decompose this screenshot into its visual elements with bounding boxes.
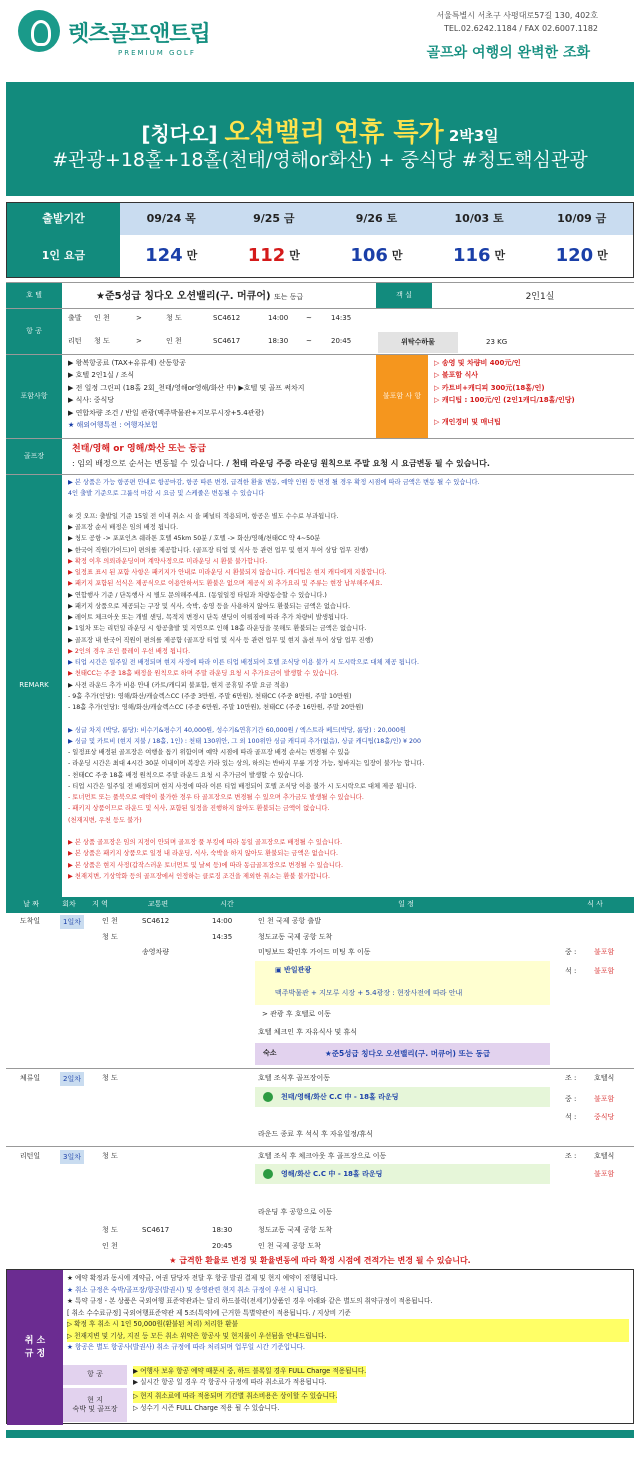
divider — [6, 1068, 634, 1069]
note-line: - 패키지 상품이므로 라운드 및 식사, 포함된 일정을 진행하지 않아도 환불되는 금액이 없습니다. — [68, 805, 330, 813]
col-region: 지 역 — [92, 900, 108, 909]
ret-tilde: ~ — [306, 337, 312, 345]
note-line: ▶ 일정표 표시 된 포함 사항은 패키지가 안내로 미라운딩 시 환불되지 않습니다. 캐디팁은 현지 캐디에게 지불합니다. — [68, 569, 387, 576]
note-line: ★ 항공은 별도 항공사(발권사) 취소 규정에 따라 처리되며 업무일 시간 기준입니다. — [67, 1343, 305, 1352]
slogan: 골프와 여행의 완벽한 조화 — [426, 45, 590, 61]
note-line: ▷ 천재지변 및 기상, 지진 등 모든 취소 위약은 항공사 및 현지룰이 우선됨을 안내드립니다. — [67, 1331, 629, 1343]
schedule-line: 호텔 조식 후 체크아웃 후 골프장으로 이동 — [258, 1152, 387, 1160]
flight: SC4612 — [142, 917, 170, 925]
note-line: ▶ 2인의 경우 조인 플레이 우선 배정 됩니다. — [68, 647, 191, 655]
note-line: ★ 예약 확정과 동시에 계약금, 여권 담당자 전달 후 항공 발권 결제 및 현지 예약이 진행됩니다. — [67, 1274, 338, 1282]
tour-box — [255, 961, 550, 1005]
cancel-label: 취 소 규 정 — [7, 1270, 63, 1425]
note-line: ※ 것 오프: 출발일 기준 15일 전 이내 취소 시 을 페널티 적용되며, 항공은 별도 수수료 부과됩니다. — [68, 512, 339, 520]
header — [0, 0, 640, 76]
col-day: 회차 — [62, 900, 76, 909]
date-cell: 09/24 목 — [146, 211, 196, 225]
include-item: ▶ 왕복항공료 (TAX+유류세) 산동항공 — [68, 359, 186, 367]
footer-bar — [6, 1430, 634, 1438]
schedule-line: 미팅보드 확인후 가이드 미팅 후 이동 — [258, 948, 371, 956]
schedule-line: 청도교동 국제 공항 도착 — [258, 933, 333, 941]
meal-label: 중 : — [565, 1095, 577, 1103]
region: 청 도 — [102, 1152, 118, 1160]
note-line: - 토너먼트 또는 풀북으로 예약이 불가한 경우 타 골프장으로 변경될 수 있으며 추가금도 발생될 수 있습니다. — [68, 794, 364, 801]
meal-label: 조 : — [565, 1074, 577, 1082]
note-line: - 티업 시간은 일주일 전 배정되며 현지 사정에 따라 이른 티업 배정되어 호텔 조식당 이용 불가 시 도시락으로 대체 제공 됩니다. — [68, 782, 417, 790]
include-list — [68, 359, 368, 431]
itinerary-header — [6, 897, 634, 913]
include-item: ★ 해외여행특전 : 여행자보험 — [68, 421, 158, 430]
hotel-name: ★준5성급 칭다오 오션밸리(구. 머큐어) 또는 동급 — [96, 291, 304, 302]
price-cell: 116 만 — [452, 244, 506, 266]
out-type: 출발 — [68, 314, 82, 322]
schedule-line: 호텔 체크인 후 자유식사 및 휴식 — [258, 1028, 358, 1036]
brand-name: 렛츠골프앤트립 — [68, 22, 210, 47]
col-transport: 교통편 — [147, 900, 169, 909]
banner-subtitle: #관광+18홀+18홀(천태/영해or화산) + 중식당 #청도핵심관광 — [52, 149, 588, 171]
out-arr-time: 14:35 — [331, 314, 352, 322]
day-tag: 3일차 — [60, 1150, 84, 1164]
meal-label: 석 : — [565, 967, 577, 975]
include-label: 포함사항 — [6, 355, 62, 438]
cancel-air-list — [133, 1366, 366, 1387]
note-line: [ 취소 수수료규정] 국외여행표준약관 제 5조(특약)에 근거한 특별약관이 적용됩니다. / 지상비 기준 — [67, 1308, 351, 1317]
price-cell: 112 만 — [247, 244, 300, 266]
region: 청 도 — [102, 1226, 118, 1234]
golf-flag-icon — [263, 1169, 273, 1179]
date-cell: 10/03 토 — [454, 211, 504, 225]
title-banner — [6, 82, 634, 196]
time: 18:30 — [212, 1226, 233, 1234]
note-line — [68, 501, 630, 511]
ret-flight: SC4617 — [213, 337, 241, 345]
day-date: 도착일 — [19, 917, 41, 925]
note-line: ▶ 천재지변, 기상악화 등의 골프장에서 인정하는 클로징 조건을 제외한 취소는 환불 불가합니다. — [68, 872, 331, 880]
out-tilde: ~ — [306, 314, 312, 322]
note-line: ▶ 레이트 체크아웃 또는 개별 샌딩, 목적지 변경시 단독 샌딩이 이뤄짐에 따라 추가 차량비 발생됩니다. — [68, 614, 349, 621]
col-time: 시간 — [220, 900, 234, 909]
region: 인 천 — [102, 1242, 118, 1250]
note-line: ★ 특약 규정 - 본 상품은 국외여행 표준약관과는 달리 하드블럭(전세기)상품인 경우 아래와 같은 별도의 취약규정이 적용됩니다. — [67, 1297, 433, 1306]
time: 20:45 — [212, 1242, 233, 1250]
ret-arrow: > — [136, 337, 142, 345]
cancel-air-label: 항 공 — [63, 1365, 127, 1385]
include-item: ▶ 연합차량 조건 / 반일 관광(맥주박물관+지모루시장+5.4관광) — [68, 408, 264, 417]
ret-arr-time: 20:45 — [331, 337, 352, 345]
meal-value: 호텔식 — [594, 1152, 615, 1160]
ret-to: 인 천 — [166, 337, 182, 345]
exclude-item: ▷ 송영 및 차량비 400元/인 — [434, 359, 521, 367]
note-line: ▶ 패키지 포함된 석식은 제공식으로 이용안하셔도 환불은 없으며 제공식 외 추가요리 및 주류는 현장 납부해주세요. — [68, 580, 383, 588]
note-line: ▶ 본 상품은 가능 항공편 안내로 항공마감, 항공 따른 변경, 급격한 환율 변동, 예약 인원 등 변경 될 경우 확정 시점에 따라 금액은 변동 될 수 있습니다. — [68, 479, 480, 486]
schedule-line: 호텔 조식후 골프장이동 — [258, 1074, 331, 1082]
note-line: ★ 취소 규정은 숙박/골프장/항공(발권시) 및 송영관련 현지 취소 규정이 우선 시 됩니다. — [67, 1285, 318, 1294]
ret-from: 청 도 — [94, 337, 110, 345]
cancel-air-item: ▶ 여행사 보유 항공 예약 때문시 중, 하드 블록일 경우 FULL Charge 적용됩니다. — [133, 1367, 367, 1375]
out-flight: SC4612 — [213, 314, 241, 322]
exchange-note: ★ 급격한 환율로 변경 및 환율변동에 따라 확정 시점에 견적가는 변경 될 수 있습니다. — [169, 1256, 471, 1265]
hotel-row — [6, 282, 634, 308]
out-arrow: > — [136, 314, 142, 322]
stay-hotel: ★준5성급 칭다오 오션밸리(구. 머큐어) 또는 동급 — [325, 1049, 491, 1058]
note-line: ▶ 연합행사 기준 / 단독행사 시 별도 문의해주세요. (동일일정 타팀과 차량동승할 수 있습니다.) — [68, 591, 327, 599]
room-type: 2인1실 — [525, 292, 555, 302]
note-line: - 18홀 추가(인당): 영해/화산/캐슬렉스CC (주중 6만원, 주말 10만원), 천태CC (주중 16만원, 주말 20만원) — [68, 704, 364, 711]
note-line: 4인 출발 기준으로 그룹석 마감 시 요금 및 스케줄은 변동될 수 있습니다 — [68, 490, 265, 498]
baggage-value: 23 KG — [486, 338, 508, 346]
stay-label: 숙소 — [263, 1049, 277, 1057]
note-line: ▶ 패키지 상품으로 제공되는 구장 및 식사, 숙박, 송영 등을 사용하지 않아도 환불되는 금액은 없습니다. — [68, 602, 351, 610]
time: 14:00 — [212, 917, 233, 925]
schedule-line: 라운드 종료 후 석식 후 자유일정/휴식 — [258, 1130, 373, 1138]
note-line: - 9홀 추가(인당): 영해/화산/캐슬렉스CC (주중 3만원, 주말 6만원), 천태CC (주중 8만원, 주말 10만원) — [68, 692, 352, 700]
note-line: ▶ 골프장 순서 배정은 임의 배정 됩니다. — [68, 524, 179, 531]
cancel-land-list — [133, 1391, 337, 1415]
schedule-line: 인 천 국제 공항 출발 — [258, 917, 321, 925]
baggage-label: 위탁수하물 — [378, 332, 458, 353]
exclude-label: 불포함 사 항 — [376, 355, 428, 438]
date-cell: 10/09 금 — [557, 211, 607, 225]
meal-value: 불포함 — [594, 1095, 615, 1103]
meal-value: 불포함 — [594, 1170, 615, 1178]
schedule-line: > 관광 후 호텔로 이동 — [262, 1010, 331, 1018]
note-line: ▶ 한국어 직원(가이드)이 편의를 제공합니다. (골프장 티업 및 식사 등 관련 업무 및 현지 투어 상담 업무 진행) — [68, 546, 369, 554]
include-item: ▶ 식사: 중식당 — [68, 396, 115, 405]
golf-row — [6, 438, 634, 474]
region: 청 도 — [102, 933, 118, 941]
air-label: 항 공 — [6, 309, 62, 354]
cancel-list — [67, 1273, 629, 1354]
remark-row — [6, 474, 634, 897]
address: 서울특별시 서초구 사평대로57길 130, 402호 — [436, 11, 598, 20]
out-dep-time: 14:00 — [268, 314, 289, 322]
room-label: 객 실 — [376, 283, 432, 308]
schedule-line: 인 천 국제 공항 도착 — [258, 1242, 321, 1250]
meal-value: 불포함 — [594, 967, 615, 975]
divider — [6, 1146, 634, 1147]
note-line: ▶ 본 상품 골프장은 임의 지정이 안되며 골프장 풀 부킹에 따라 동일 골프장으로 배정될 수 있습니다. — [68, 839, 343, 846]
golf-courses: 천태/영해 or 영해/화산 또는 동급 — [72, 444, 207, 454]
note-line: - 라운딩 시간은 최대 4시간 30분 이내이며 복장은 카라 있는 상의, 하의는 반바지 무릎 기장 가능, 청바지는 입장이 불가능 합니다. — [68, 760, 425, 768]
price-table — [6, 202, 634, 278]
meal-label: 중 : — [565, 948, 577, 956]
meal-label: 조 : — [565, 1152, 577, 1160]
col-meal: 식 사 — [587, 900, 603, 909]
note-line: - 일정표상 배정된 골프장은 여행을 돕기 위함이며 예약 시점에 따라 골프장 배정 순서는 변경될 수 있음 — [68, 749, 350, 756]
meal-value: 불포함 — [594, 948, 615, 956]
note-line — [68, 714, 630, 724]
golf-round-box: 천태/영해/화산 C.C 中 - 18홀 라운딩 — [255, 1087, 550, 1107]
fee-label: 1인 요금 — [7, 235, 120, 277]
contact-info — [436, 10, 598, 36]
ret-type: 리턴 — [68, 337, 82, 345]
brand-subtitle: PREMIUM GOLF — [118, 49, 196, 57]
meal-label: 석 : — [565, 1113, 577, 1121]
exclude-item: ▷ 개인경비 및 매너팁 — [434, 417, 501, 426]
date-cell: 9/25 금 — [253, 211, 295, 225]
note-line: ▶ 1일차 또는 리턴일 라운딩 시 항공출발 및 지연으로 인해 18홀 라운딩을 못해도 환불되는 금액은 없습니다. — [68, 625, 367, 633]
cancel-land-item: ▷ 성수기 시즌 FULL Charge 적용 될 수 있습니다. — [133, 1403, 280, 1412]
note-line: ▶ 본 상품은 패키지 상품으로 일정 내 라운딩, 식사, 숙박을 하지 않아도 환불되는 금액은 없습니다. — [68, 850, 339, 858]
day-tag: 2일차 — [60, 1072, 84, 1086]
cancel-air-item: ▶ 실시간 항공 일 경우 각 항공사 규정에 따라 취소료가 적용됩니다. — [133, 1377, 327, 1386]
include-item: ▶ 전 일정 그린피 (18홀 2회_천태/영해or영해/화산 中) ▶호텔 및 골프 써차지 — [68, 383, 305, 392]
note-line: - 천태CC 주중 18홀 배정 원칙으로 주말 라운드 요청 시 추가금이 발생할 수 있습니다. — [68, 771, 304, 779]
exclude-item: ▷ 캐디팁 : 100元/인 (2인1캐디/18홀/인당) — [434, 396, 575, 405]
col-date: 날 짜 — [23, 900, 39, 909]
out-to: 청 도 — [166, 314, 182, 322]
tel-fax: TEL.02.6242.1184 / FAX 02.6007.1182 — [443, 23, 598, 33]
stay-box — [255, 1043, 550, 1065]
include-item: ▶ 호텔 2인1실 / 조식 — [68, 371, 135, 380]
golf-label: 골프장 — [6, 439, 62, 474]
note-line: ▶ 싱글 차지 (박당, 룸당): 비수기&평수기 40,000원, 성수기&연휴기간 60,000원 / 엑스트라 베드(박당, 룸당) : 20,000원 — [68, 726, 406, 734]
ret-dep-time: 18:30 — [268, 337, 289, 345]
exclude-list — [434, 359, 634, 427]
note-line — [68, 827, 630, 837]
tour-title: ▣ 반일관광 — [275, 966, 312, 974]
remark-list — [68, 478, 630, 883]
note-line: ▶ 골프장 내 한국어 직원이 편의를 제공함 (골프장 티업 및 식사 등 관련 업무 및 현지 옵션 투어 상담 업무 진행) — [68, 636, 374, 644]
note-line: ▶ 싱글 및 카트비 (현지 지불 / 18홀, 1인) : 천태 130위안, 그 외 100위안 싱글 캐디피 추가(없음), 싱글 캐디팁(18홀/인) ¥ 200 — [68, 737, 422, 745]
date-cell: 9/26 토 — [355, 211, 398, 225]
note-line: (천재지변, 우천 등도 불가) — [68, 816, 142, 824]
golf-round-box: 영해/화산 C.C 中 - 18홀 라운딩 — [255, 1164, 550, 1184]
price-cell: 120 만 — [555, 244, 608, 266]
hotel-label: 호 텔 — [6, 283, 62, 308]
transport: 송영차량 — [142, 948, 170, 956]
include-row — [6, 354, 634, 438]
remark-label: REMARK — [6, 475, 62, 897]
meal-value: 중식당 — [594, 1113, 615, 1121]
schedule-line: 청도교동 국제 공항 도착 — [258, 1226, 333, 1234]
out-from: 인 천 — [94, 314, 110, 322]
golf-logo-icon — [18, 10, 60, 52]
cancel-land-label: 현 지 숙박 및 골프장 — [63, 1388, 127, 1422]
schedule-line: 라운딩 후 공항으로 이동 — [258, 1208, 333, 1216]
note-line: ▷ 확정 후 취소 시 1인 50,000원(환불된 처리) 처리한 환불 — [67, 1319, 629, 1331]
note-line: ▶ 청도 공항 -> 포포인츠 쉐라톤 호텔 45km 50분 / 호텔 -> 화산/영해/천태CC 약 4~50분 — [68, 535, 321, 543]
col-schedule: 일 정 — [398, 900, 414, 909]
golf-note: : 임의 배정으로 순서는 변동될 수 있습니다. / 천태 라운딩 주중 라운딩 원칙으로 주말 요청 시 요금변동 될 수 있습니다. — [72, 459, 490, 468]
price-cell: 106 만 — [350, 244, 403, 266]
price-cell: 124 만 — [145, 244, 198, 266]
flight: SC4617 — [142, 1226, 170, 1234]
exclude-item: ▷ 불포함 식사 — [434, 371, 479, 380]
banner-title: [칭다오] 오션밸리 연휴 특가 2박3일 — [141, 118, 499, 148]
cancel-policy — [6, 1269, 634, 1424]
cancel-land-item: ▷ 현지 취소료에 따라 적용되며 기간별 취소비용은 상이할 수 있습니다. — [133, 1391, 337, 1403]
note-line: ▶ 티업 시간은 일주일 전 배정되며 현지 사정에 따라 이른 티업 배정되어 호텔 조식당 이용 불가 시 도시락으로 대체 제공 됩니다. — [68, 659, 420, 666]
region: 인 천 — [102, 917, 118, 925]
air-row — [6, 308, 634, 354]
time: 14:35 — [212, 933, 233, 941]
region: 청 도 — [102, 1074, 118, 1082]
day-date: 체류일 — [19, 1074, 41, 1082]
note-line: ▶ 사전 라운드 추가 비용 안내 (카트/캐디피 불포함, 현지 공휴일 주말 요금 적용) — [68, 681, 289, 689]
note-line: ▶ 확정 이후 의뢰라운딩이며 계약사정으로 미라운딩 시 환불 불가합니다. — [68, 557, 268, 565]
tour-detail: 맥주박물관 + 지모루 시장 + 5.4광장 : 현장사전에 따라 안내 — [275, 989, 463, 997]
exclude-item: ▷ 카트비+캐디피 300元(18홀/인) — [434, 383, 545, 392]
golf-flag-icon — [263, 1092, 273, 1102]
day-date: 리턴일 — [19, 1152, 41, 1160]
departure-label: 출발기간 — [7, 203, 120, 235]
meal-value: 호텔식 — [594, 1074, 615, 1082]
note-line: ▶ 천태CC는 주중 18홀 배정을 원칙으로 하며 주말 라운딩 요청 시 추가요금이 발생할 수 있습니다. — [68, 670, 339, 678]
note-line: ▶ 본 상품은 현지 사정(갑작스러운 토너먼트 및 날씨 등)에 따라 동급골프장으로 변경될 수 있습니다. — [68, 861, 344, 869]
day-tag: 1일차 — [60, 915, 84, 929]
